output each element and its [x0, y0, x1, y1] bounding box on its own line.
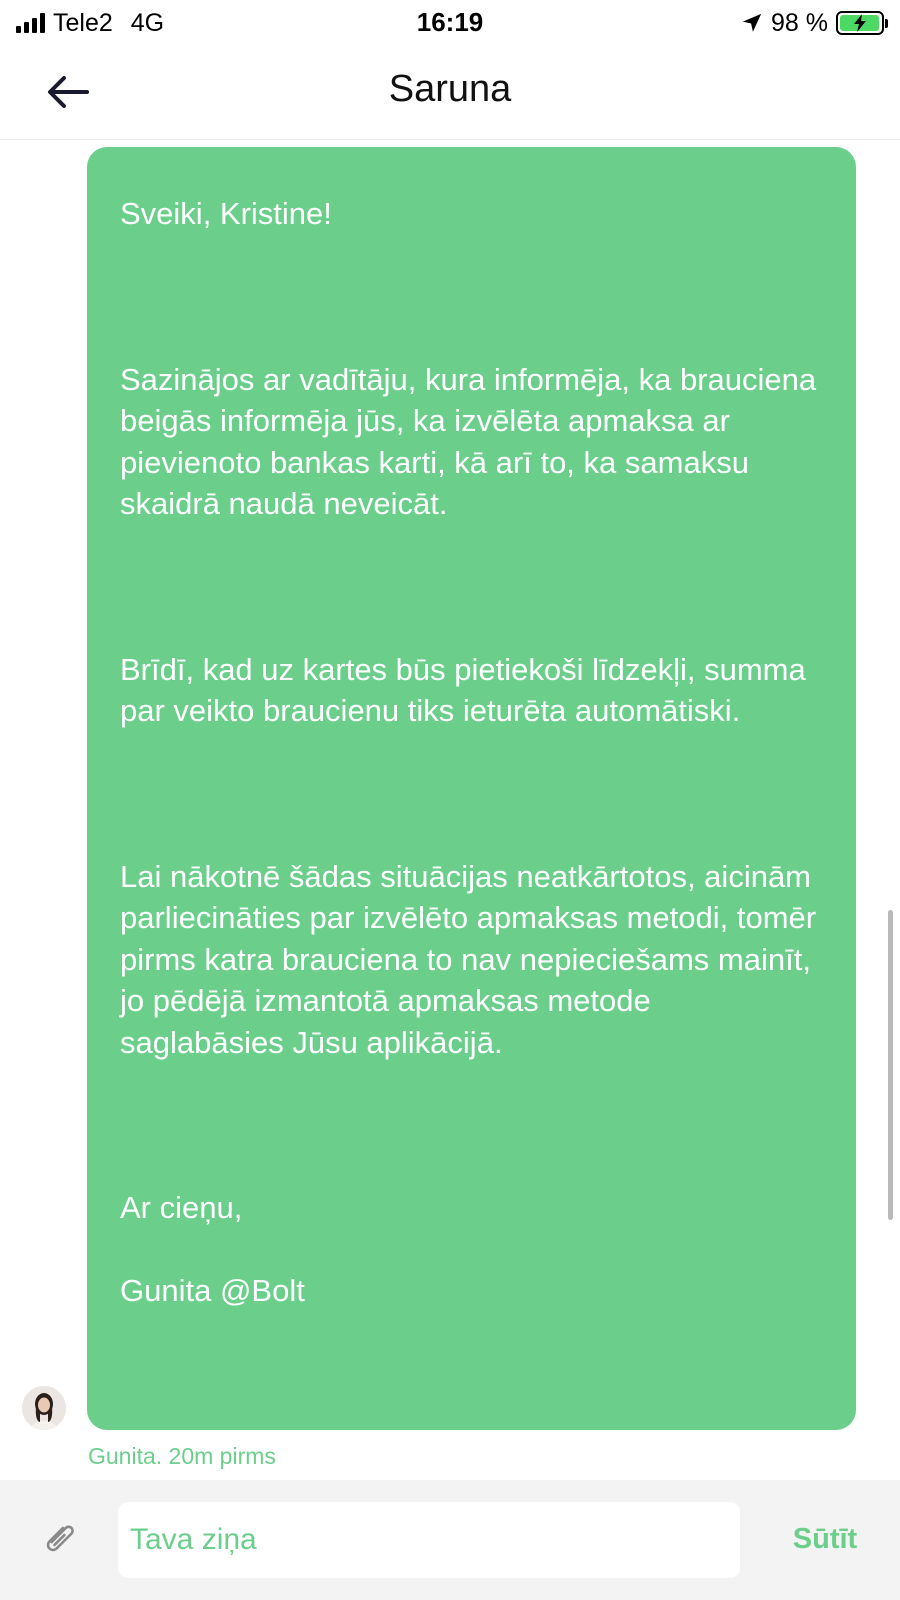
message-paragraph: Lai nākotnē šādas situācijas neatkārtotos, aicinām parliecināties par izvēlēto apmaksas metodi, tomēr pirms katra brauciena to nav nepieciešams mainīt, jo pēdējā izmantotā apmaksas metode saglabāsies Jūsu aplikācijā.	[120, 858, 817, 1060]
status-bar	[0, 0, 900, 46]
location-arrow-icon	[741, 12, 763, 34]
message-paragraph: Sazinājos ar vadītāju, kura informēja, ka brauciena beigās informēja jūs, ka izvēlēta apmaksa ar pievienoto bankas karti, kā arī to, ka samaksu skaidrā naudā neveicāt.	[120, 361, 817, 521]
chat-messages[interactable]	[0, 141, 900, 1480]
message-bubble[interactable]	[87, 147, 856, 1430]
message-composer	[0, 1480, 900, 1600]
scrollbar[interactable]	[888, 910, 893, 1220]
status-right	[741, 8, 884, 38]
avatar	[22, 1386, 66, 1430]
carrier-name: Tele2	[53, 8, 113, 37]
attach-button[interactable]	[36, 1518, 80, 1562]
chat-header	[0, 46, 900, 140]
network-type: 4G	[130, 8, 165, 37]
page-title: Saruna	[388, 68, 512, 110]
message-greeting: Sveiki, Kristine!	[120, 196, 332, 231]
message-closing: Ar cieņu,	[120, 1190, 243, 1225]
message-signature: Gunita @Bolt	[120, 1272, 305, 1308]
message-meta: Gunita. 20m pirms	[88, 1443, 276, 1469]
send-button[interactable]: Sūtīt	[770, 1514, 880, 1564]
battery-charging-icon	[836, 11, 884, 35]
paperclip-icon	[36, 1518, 80, 1562]
message-paragraph: Brīdī, kad uz kartes būs pietiekoši līdzekļi, summa par veikto braucienu tiks ieturēta automātiski.	[120, 651, 806, 728]
message-input[interactable]	[118, 1502, 740, 1578]
battery-percentage: 98 %	[771, 8, 828, 37]
status-time: 16:19	[416, 7, 484, 37]
